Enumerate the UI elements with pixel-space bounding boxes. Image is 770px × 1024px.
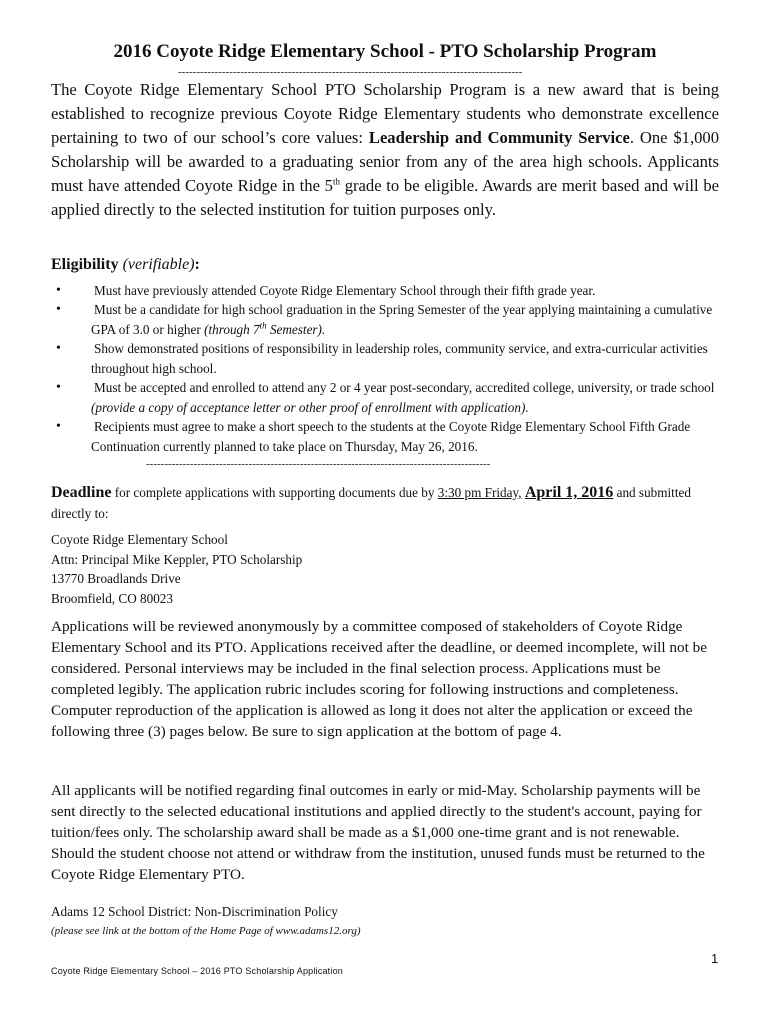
eligibility-heading-text: Eligibility <box>51 256 119 273</box>
address-line: Attn: Principal Mike Keppler, PTO Scholarship <box>51 551 303 567</box>
deadline-label: Deadline <box>51 484 112 501</box>
eligibility-heading <box>51 256 200 274</box>
page-title: 2016 Coyote Ridge Elementary School - PTO Scholarship Program <box>113 41 657 62</box>
page-footer: Coyote Ridge Elementary School – 2016 PTO Scholarship Application <box>51 966 343 976</box>
bullet-icon: • <box>56 419 61 434</box>
deadline-time: 3:30 pm Friday, <box>437 485 522 500</box>
eligibility-list <box>51 281 731 456</box>
core-values: Leadership and Community Service <box>368 128 630 147</box>
address-line: Broomfield, CO 80023 <box>51 590 173 606</box>
eligibility-colon: : <box>194 256 200 273</box>
deadline-text-2: and submitted directly to: <box>51 485 691 521</box>
policy-block <box>51 903 360 940</box>
policy-note: (please see link at the bottom of the Home Page of www.adams12.org) <box>51 925 361 937</box>
bullet-icon: • <box>56 380 61 395</box>
list-item-text <box>51 378 731 418</box>
intro-sup: th <box>332 176 340 187</box>
list-item-note-sup: th <box>259 320 267 331</box>
list-item-text: Recipients must agree to make a short speech to the students at the Coyote Ridge Elementary School Fifth Grade Continuation currently planned to take place on Thursday, May 26, 2016. <box>91 419 691 454</box>
list-item-note-post: Semester). <box>266 322 326 337</box>
bullet-icon: • <box>56 302 61 317</box>
list-item-note-pre: (through 7 <box>204 322 260 337</box>
list-item <box>51 281 731 300</box>
list-item-text <box>51 300 731 340</box>
eligibility-qualifier: (verifiable) <box>122 256 195 273</box>
list-item <box>51 339 731 378</box>
intro-text-3: grade to be eligible. Awards are merit based and will be applied directly to the selected institution for tuition purposes only. <box>51 176 720 219</box>
page-number: 1 <box>711 951 719 966</box>
deadline-paragraph <box>51 482 731 524</box>
bullet-icon: • <box>56 341 61 356</box>
separator-rule: ---------------------------------------------------------------------------------------------- <box>178 66 523 78</box>
list-item-text-main: Must be accepted and enrolled to attend any 2 or 4 year post-secondary, accredited college, university, or trade school <box>94 380 715 395</box>
list-item-text: Must have previously attended Coyote Ridge Elementary School through their fifth grade year. <box>94 283 596 298</box>
deadline-text-1: for complete applications with supporting documents due by <box>111 485 438 500</box>
address-line: 13770 Broadlands Drive <box>51 571 181 586</box>
mailing-address <box>51 530 302 608</box>
address-line: Coyote Ridge Elementary School <box>51 532 228 547</box>
list-item-note <box>204 322 325 337</box>
list-item <box>51 417 731 456</box>
intro-text-1: The Coyote Ridge Elementary School PTO Scholarship Program is a new award that is being established to recognize previous Coyote Ridge Elementary students who demonstrate excellence pertaining to two of our school’s core values: <box>51 80 719 147</box>
bullet-icon: • <box>56 283 61 298</box>
review-paragraph: Applications will be reviewed anonymously by a committee composed of stakeholders of Coyote Ridge Elementary School and its PTO. Applications received after the deadline, or deemed incomplete, will not be considered. Personal interviews may be included in the final selection process. Applications must be completed legibly. The application rubric includes scoring for following instructions and completeness. Computer reproduction of the application is allowed as long it does not alter the application or exceed the following three (3) pages below. Be sure to sign application at the bottom of page 4. <box>51 618 707 740</box>
list-item <box>51 300 731 339</box>
list-item-note: (provide a copy of acceptance letter or other proof of enrollment with application). <box>91 400 529 415</box>
policy-title: Adams 12 School District: Non-Discrimination Policy <box>51 904 338 919</box>
list-item-text-main: Must be a candidate for high school graduation in the Spring Semester of the year applying maintaining a cumulative GPA of 3.0 or higher <box>91 302 713 337</box>
list-item-text: Show demonstrated positions of responsibility in leadership roles, community service, and extra-curricular activities throughout high school. <box>91 341 708 376</box>
intro-paragraph <box>51 78 719 222</box>
notification-paragraph: All applicants will be notified regarding final outcomes in early or mid-May. Scholarship payments will be sent directly to the selected educational institutions and applied directly to the student's account, paying for tuition/fees only. The scholarship award shall be made as a $1,000 one-time grant and is not renewable. Should the student choose not attend or withdraw from the institution, unused funds must be returned to the Coyote Ridge Elementary PTO. <box>51 782 705 883</box>
separator-rule: ---------------------------------------------------------------------------------------------- <box>146 458 491 470</box>
intro-text-2: . One $1,000 Scholarship will be awarded to a graduating senior from any of the area high schools. Applicants must have attended Coyote Ridge in the 5 <box>51 128 719 195</box>
list-item <box>51 378 731 417</box>
deadline-date: April 1, 2016 <box>524 484 614 501</box>
